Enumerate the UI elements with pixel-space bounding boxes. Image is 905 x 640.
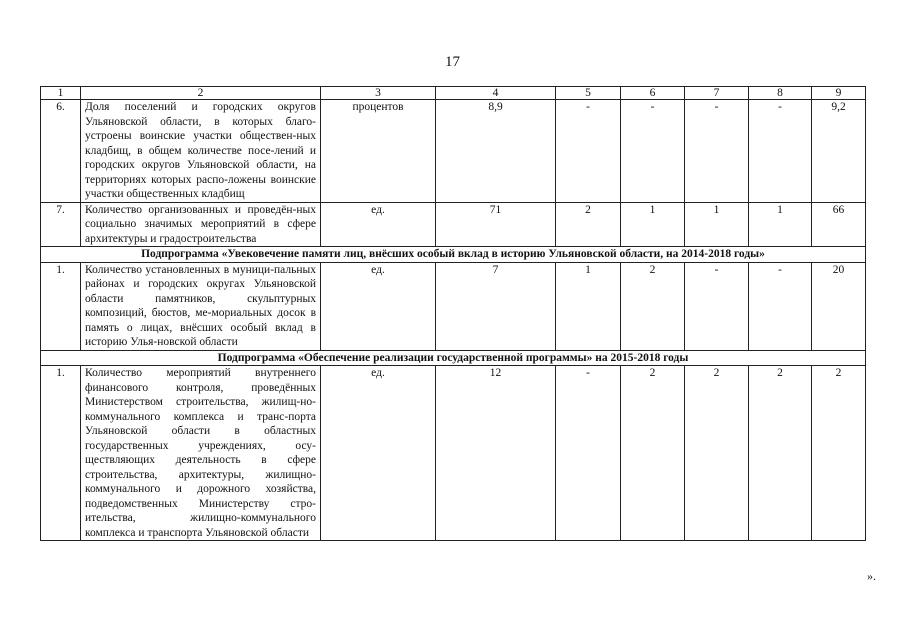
row-value-col4: 8,9 [436, 100, 556, 203]
row-unit: ед. [321, 366, 436, 541]
row-unit: ед. [321, 202, 436, 247]
row-value-col8: - [749, 100, 812, 203]
row-description: Количество мероприятий внутреннего финансового контроля, проведённых Министерством строительства, жилищ-но-коммунального комплекса и транс-порта Ульяновской области в областных государственных учреждениях, осу-ществляющих деятельность в сфере строительства, архитектуры, жилищно-коммунального и дорожного хозяйства, подведомственных Министерству стро-ительства, жилищно-коммунального комплекса и транспорта Ульяновской области [81, 366, 321, 541]
row-value-col6: 1 [621, 202, 685, 247]
section-heading-row [41, 350, 866, 366]
indicators-table [40, 86, 866, 541]
row-value-col5: 1 [556, 262, 621, 350]
row-value-col8: - [749, 262, 812, 350]
row-value-col5: 2 [556, 202, 621, 247]
row-value-col5: - [556, 100, 621, 203]
row-value-col7: - [685, 100, 749, 203]
row-description: Доля поселений и городских округов Ульяновской области, в которых благо-устроены воинские участки обществен-ных кладбищ, в общем количестве посе-лений и городских округов Ульяновской области, на территориях которых распо-ложены воинские участки общественных кладбищ [81, 100, 321, 203]
row-value-col4: 7 [436, 262, 556, 350]
row-value-col9: 9,2 [812, 100, 866, 203]
row-value-col6: 2 [621, 262, 685, 350]
header-cell: 5 [556, 87, 621, 100]
table-row [41, 262, 866, 350]
row-value-col6: 2 [621, 366, 685, 541]
section-heading-row [41, 247, 866, 263]
header-cell: 3 [321, 87, 436, 100]
row-value-col4: 12 [436, 366, 556, 541]
row-value-col8: 1 [749, 202, 812, 247]
header-cell: 2 [81, 87, 321, 100]
page-number: 17 [445, 54, 460, 70]
header-cell: 8 [749, 87, 812, 100]
row-description: Количество организованных и проведён-ных социально значимых мероприятий в сфере архитектуры и градостроительства [81, 202, 321, 247]
row-number: 1. [41, 366, 81, 541]
row-value-col8: 2 [749, 366, 812, 541]
header-cell: 4 [436, 87, 556, 100]
closing-quote-mark: ». [867, 569, 876, 583]
row-value-col7: 2 [685, 366, 749, 541]
table-row [41, 202, 866, 247]
header-cell: 6 [621, 87, 685, 100]
table-header-row [41, 87, 866, 100]
table-row [41, 366, 866, 541]
row-number: 1. [41, 262, 81, 350]
subprogram-title: Подпрограмма «Обеспечение реализации государственной программы» на 2015-2018 годы [41, 350, 866, 366]
row-number: 6. [41, 100, 81, 203]
header-cell: 1 [41, 87, 81, 100]
header-cell: 9 [812, 87, 866, 100]
row-value-col7: - [685, 262, 749, 350]
row-unit: ед. [321, 262, 436, 350]
row-value-col4: 71 [436, 202, 556, 247]
row-value-col7: 1 [685, 202, 749, 247]
row-description: Количество установленных в муници-пальных районах и городских округах Ульяновской области памятников, скульптурных композиций, бюстов, ме-мориальных досок в память о лицах, внёсших особый вклад в историю Улья-новской области [81, 262, 321, 350]
row-value-col9: 2 [812, 366, 866, 541]
row-value-col9: 20 [812, 262, 866, 350]
subprogram-title: Подпрограмма «Увековечение памяти лиц, внёсших особый вклад в историю Ульяновской области, на 2014-2018 годы» [41, 247, 866, 263]
row-number: 7. [41, 202, 81, 247]
row-value-col6: - [621, 100, 685, 203]
row-value-col5: - [556, 366, 621, 541]
table-row [41, 100, 866, 203]
row-value-col9: 66 [812, 202, 866, 247]
row-unit: процентов [321, 100, 436, 203]
header-cell: 7 [685, 87, 749, 100]
